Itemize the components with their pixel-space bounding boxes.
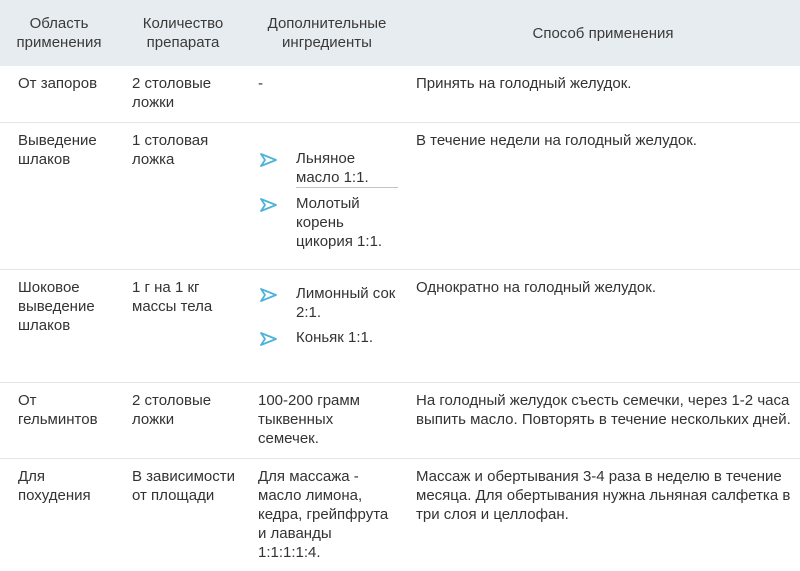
- cell-area: От запоров: [0, 66, 118, 123]
- header-method: Способ применения: [406, 0, 800, 66]
- table-row: [0, 459, 800, 571]
- cell-method: Массаж и обертывания 3-4 раза в неделю в течение месяца. Для обертывания нужна льняная салфетка в три слоя и целлофан.: [406, 459, 800, 571]
- cell-amount: В зависимости от площади: [118, 459, 248, 571]
- list-item: [258, 284, 398, 322]
- cell-method: В течение недели на голодный желудок.: [406, 123, 800, 270]
- ingredient-text: Коньяк 1:1.: [296, 329, 374, 346]
- cell-amount: 1 г на 1 кг массы тела: [118, 270, 248, 383]
- cell-area: Шоковое выведение шлаков: [0, 270, 118, 383]
- table-header-row: [0, 0, 800, 66]
- table-row: [0, 123, 800, 270]
- chevron-right-icon: [260, 198, 278, 212]
- list-item: [258, 149, 398, 188]
- cell-amount: 2 столовые ложки: [118, 383, 248, 459]
- ingredient-text: Льняное масло 1:1.: [296, 149, 398, 188]
- cell-method: На голодный желудок съесть семечки, через 1-2 часа выпить масло. Повторять в течение нескольких дней.: [406, 383, 800, 459]
- ingredient-list: [258, 149, 398, 251]
- table-row: [0, 270, 800, 383]
- cell-ingredients: [248, 270, 406, 383]
- cell-method: Однократно на голодный желудок.: [406, 270, 800, 383]
- ingredient-text: Лимонный сок 2:1.: [296, 285, 396, 321]
- cell-amount: 1 столовая ложка: [118, 123, 248, 270]
- cell-ingredients: Для массажа - масло лимона, кедра, грейпфрута и лаванды 1:1:1:1:4.: [248, 459, 406, 571]
- list-item: [258, 194, 398, 251]
- ingredient-text: Молотый корень цикория 1:1.: [296, 195, 383, 250]
- cell-area: Выведение шлаков: [0, 123, 118, 270]
- header-ingredients: Дополнительные ингредиенты: [248, 0, 406, 66]
- chevron-right-icon: [260, 332, 278, 346]
- cell-amount: 2 столовые ложки: [118, 66, 248, 123]
- cell-ingredients: 100-200 грамм тыквенных семечек.: [248, 383, 406, 459]
- cell-ingredients: [248, 123, 406, 270]
- list-item: [258, 328, 398, 347]
- table-row: [0, 383, 800, 459]
- chevron-right-icon: [260, 153, 278, 167]
- table-row: [0, 66, 800, 123]
- header-area: Область применения: [0, 0, 118, 66]
- chevron-right-icon: [260, 288, 278, 302]
- cell-method: Принять на голодный желудок.: [406, 66, 800, 123]
- cell-ingredients: -: [248, 66, 406, 123]
- cell-area: От гельминтов: [0, 383, 118, 459]
- header-amount: Количество препарата: [118, 0, 248, 66]
- cell-area: Для похудения: [0, 459, 118, 571]
- ingredient-list: [258, 284, 398, 347]
